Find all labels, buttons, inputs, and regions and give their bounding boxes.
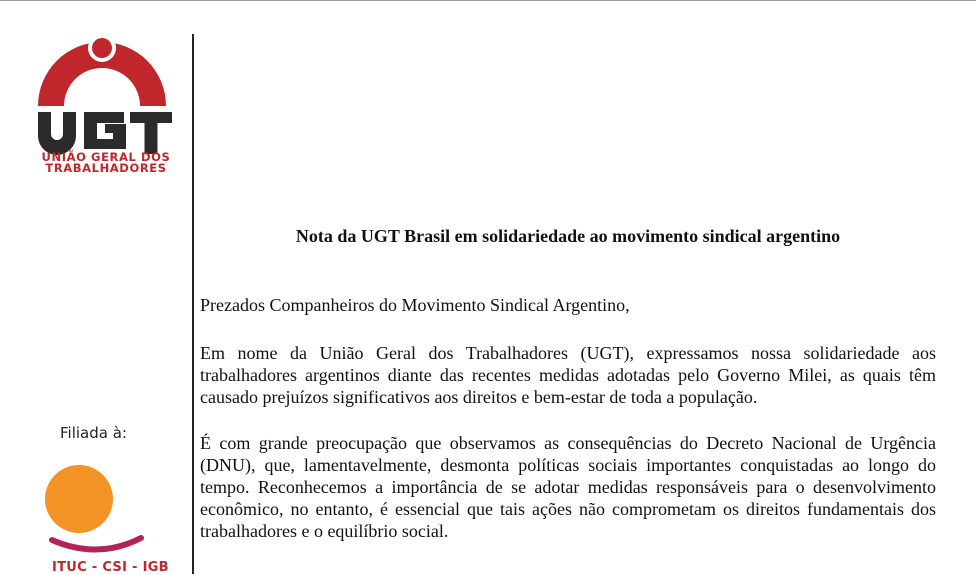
logo-line-1: UNIÃO GERAL DOS: [41, 150, 171, 164]
greeting: Prezados Companheiros do Movimento Sindical Argentino,: [200, 295, 630, 315]
paragraph-2: É com grande preocupação que observamos as consequências do Decreto Nacional de Urgência (DNU), que, lamentavelmente, desmonta políticas sociais importantes conquistadas ao longo do tempo. Reconhecemos a importância de se adotar medidas responsáveis para o desenvolvimento econômico, no entanto, é essencial que tais ações não comprometam os direitos fundamentais dos trabalhadores e o equilíbrio social.: [200, 433, 936, 541]
affiliation-label: Filiada à:: [60, 424, 127, 442]
ugt-logo-text: [32, 152, 180, 174]
page-top-border: [0, 0, 976, 1]
vertical-divider: [192, 34, 194, 574]
logo-line-2: TRABALHADORES: [45, 161, 167, 175]
ituc-logo-text: ITUC - CSI - IGB: [52, 560, 169, 575]
document-title: Nota da UGT Brasil em solidariedade ao movimento sindical argentino: [295, 226, 841, 246]
paragraph-1: Em nome da União Geral dos Trabalhadores (UGT), expressamos nossa solidariedade aos trabalhadores argentinos diante das recentes medidas adotadas pelo Governo Milei, as quais têm causado prejuízos significativos aos direitos e bem-estar de toda a população.: [200, 343, 936, 407]
ituc-logo: [40, 462, 160, 572]
